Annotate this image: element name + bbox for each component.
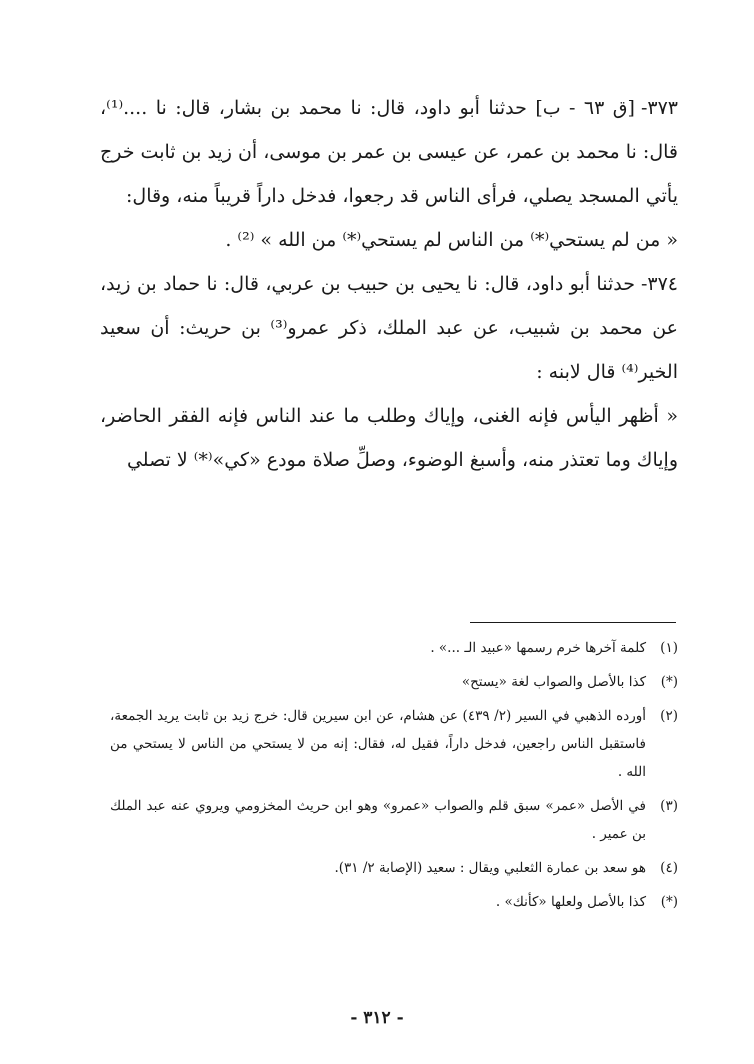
footnote-text: هو سعد بن عمارة الثعلبي ويقال : سعيد (الإصابة ٢/ ٣١). — [334, 860, 646, 876]
footnote — [110, 668, 678, 696]
footnote — [110, 888, 678, 916]
page-number: - ٣١٢ - — [350, 1008, 404, 1028]
footnote-mark: (*) — [660, 674, 678, 690]
footnote-mark: (١) — [660, 640, 678, 656]
footnote — [110, 702, 678, 786]
footnote-text: كذا بالأصل والصواب لغة «يستح» — [461, 674, 646, 690]
hadith-number: ٣٧٣- — [640, 97, 678, 119]
hadith-number: ٣٧٤- — [640, 273, 678, 295]
footnote-text: كذا بالأصل ولعلها «كأنك» . — [495, 894, 646, 910]
footnote-text: في الأصل «عمر» سبق قلم والصواب «عمرو» وهو ابن حريث المخزومي ويروي عنه عبد الملك بن عمير . — [110, 798, 646, 842]
footnote-mark: (٣) — [660, 798, 678, 814]
hadith-373-body — [100, 86, 678, 218]
hadith-text: [ق ٦٣ - ب] حدثنا أبو داود، قال: نا محمد بن بشار، قال: نا ....⁽¹⁾، قال: نا محمد بن عمر، عن عيسى بن عمر بن موسى، أن زيد بن ثابت خرج يأتي المسجد يصلي، فرأى الناس قد رجعوا، فدخل داراً قريباً منه، وقال: — [100, 97, 678, 207]
footnote — [110, 634, 678, 662]
footnote — [110, 792, 678, 848]
footnote-separator — [470, 622, 676, 623]
footnote-mark: (*) — [660, 894, 678, 910]
hadith-373 — [100, 86, 678, 262]
footnote-mark: (٤) — [660, 860, 678, 876]
hadith-quote: « أظهر اليأس فإنه الغنى، وإياك وطلب ما عند الناس فإنه الفقر الحاضر، وإياك وما تعتذر منه، وأسبغ الوضوء، وصلِّ صلاة مودع «كي»⁽*⁾ لا تصلي — [100, 405, 678, 471]
footnotes — [110, 630, 678, 922]
hadith-374 — [100, 262, 678, 482]
hadith-374-body — [100, 262, 678, 394]
main-text — [100, 86, 678, 482]
footnote — [110, 854, 678, 882]
footnote-text: كلمة آخرها خرم رسمها «عبيد الـ ...» . — [430, 640, 646, 656]
hadith-text: حدثنا أبو داود، قال: نا يحيى بن حبيب بن عربي، قال: نا حماد بن زيد، عن محمد بن شبيب، عن عبد الملك، ذكر عمرو⁽³⁾ بن حريث: أن سعيد الخير⁽⁴⁾ قال لابنه : — [100, 273, 678, 383]
hadith-quote: « من لم يستحي⁽*⁾ من الناس لم يستحي⁽*⁾ من الله » ⁽²⁾ . — [225, 229, 678, 251]
footnote-mark: (٢) — [660, 708, 678, 724]
footnote-text: أورده الذهبي في السير (٢/ ٤٣٩) عن هشام، عن ابن سيرين قال: خرج زيد بن ثابت يريد الجمعة، فاستقبل الناس راجعين، فدخل داراً، فقيل له، فقال: إنه من لا يستحي من الناس لا يستحي من الله . — [110, 708, 647, 780]
